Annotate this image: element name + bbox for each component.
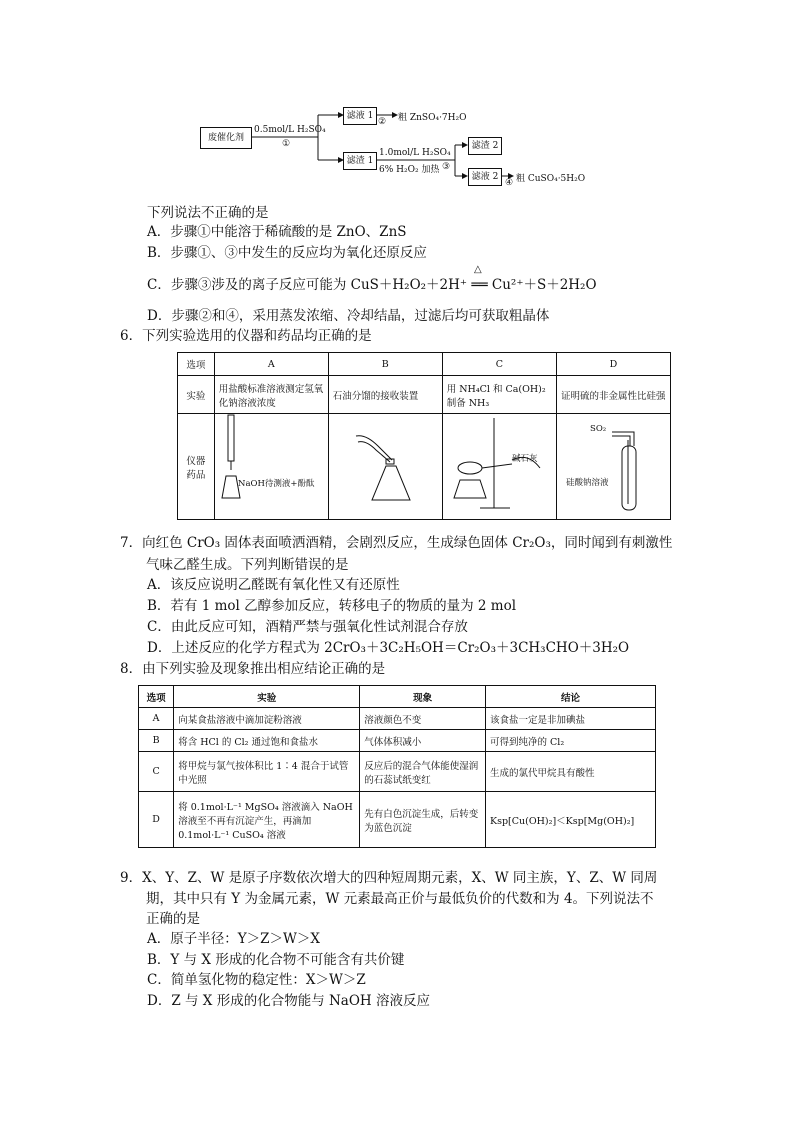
q6-stem: 6．下列实验选用的仪器和药品均正确的是 bbox=[120, 328, 372, 344]
table-cell: C bbox=[139, 752, 174, 792]
q6-label-a: NaOH待测液+酚酞 bbox=[238, 479, 315, 489]
flow-start-box: 废催化剂 bbox=[200, 127, 252, 149]
table-cell: 溶液颜色不变 bbox=[360, 708, 486, 730]
table-row bbox=[139, 792, 656, 848]
flow-step2-num: ② bbox=[378, 117, 387, 127]
q5-option-c-delta: △ bbox=[474, 264, 482, 275]
table-cell: 可得到纯净的 Cl₂ bbox=[486, 730, 656, 752]
table-cell: 先有白色沉淀生成，后转变为蓝色沉淀 bbox=[360, 792, 486, 848]
table-cell: 用 NH₄Cl 和 Ca(OH)₂ 制备 NH₃ bbox=[442, 376, 556, 414]
table-cell: D bbox=[556, 353, 670, 376]
table-cell: 向某食盐溶液中滴加淀粉溶液 bbox=[174, 708, 360, 730]
table-cell: 将含 HCl 的 Cl₂ 通过饱和食盐水 bbox=[174, 730, 360, 752]
table-header: 选项 bbox=[139, 686, 174, 708]
q5-option-b: B．步骤①、③中发生的反应均为氧化还原反应 bbox=[147, 245, 427, 261]
q5-option-a: A．步骤①中能溶于稀硫酸的是 ZnO、ZnS bbox=[147, 224, 407, 240]
q7-stem-line2: 气味乙醛生成。下列判断错误的是 bbox=[146, 557, 349, 573]
table-cell: 石油分馏的接收装置 bbox=[328, 376, 442, 414]
table-cell: 将甲烷与氯气按体积比 1∶4 混合于试管中光照 bbox=[174, 752, 360, 792]
q7-option-c: C．由此反应可知，酒精严禁与强氧化性试剂混合存放 bbox=[147, 619, 468, 635]
flow-residue1-box: 滤渣 1 bbox=[343, 152, 377, 170]
flow-step3-cond-a: 1.0mol/L H₂SO₄ bbox=[379, 148, 451, 158]
q7-option-d: D．上述反应的化学方程式为 2CrO₃＋3C₂H₅OH＝Cr₂O₃＋3CH₃CHO＋3H₂O bbox=[147, 640, 630, 656]
table-row bbox=[139, 730, 656, 752]
q6-label-c: 碱石灰 bbox=[512, 454, 538, 464]
q9-option-b: B．Y 与 X 形成的化合物不可能含有共价键 bbox=[147, 952, 405, 968]
table-row bbox=[139, 708, 656, 730]
flow-residue2-box: 滤渣 2 bbox=[468, 137, 502, 155]
q9-stem-line2: 期，其中只有 Y 为金属元素，W 元素最高正价与最低负价的代数和为 4。下列说法不 bbox=[146, 891, 654, 907]
q9-option-d: D．Z 与 X 形成的化合物能与 NaOH 溶液反应 bbox=[147, 993, 430, 1009]
table-cell: C bbox=[442, 353, 556, 376]
q9-stem-line1: 9．X、Y、Z、W 是原子序数依次增大的四种短周期元素，X、W 同主族，Y、Z、W 同周 bbox=[120, 870, 658, 886]
flow-product1: 粗 ZnSO₄·7H₂O bbox=[398, 113, 467, 123]
table-header: 实验 bbox=[174, 686, 360, 708]
table-cell: 该食盐一定是非加碘盐 bbox=[486, 708, 656, 730]
table-cell: A bbox=[139, 708, 174, 730]
table-cell: 实验 bbox=[178, 376, 215, 414]
flow-step1-cond: 0.5mol/L H₂SO₄ bbox=[254, 125, 326, 135]
table-cell: 将 0.1mol·L⁻¹ MgSO₄ 溶液滴入 NaOH 溶液至不再有沉淀产生，再滴加 0.1mol·L⁻¹ CuSO₄ 溶液 bbox=[174, 792, 360, 848]
table-cell: D bbox=[139, 792, 174, 848]
test-tube-icon bbox=[612, 432, 636, 510]
q7-option-a: A．该反应说明乙醛既有氧化性又有还原性 bbox=[147, 577, 400, 593]
q9-option-c: C．简单氢化物的稳定性：X＞W＞Z bbox=[147, 972, 366, 988]
table-cell: 气体体积减小 bbox=[360, 730, 486, 752]
q6-label-d-gas: SO₂ bbox=[590, 424, 607, 434]
q7-stem-line1: 7．向红色 CrO₃ 固体表面喷洒酒精，会剧烈反应，生成绿色固体 Cr₂O₃，同时闻到有刺激性 bbox=[120, 535, 673, 551]
table-row bbox=[139, 752, 656, 792]
flow-step4-num: ④ bbox=[505, 178, 514, 188]
table-cell: B bbox=[139, 730, 174, 752]
q5-option-d: D．步骤②和④，采用蒸发浓缩、冷却结晶，过滤后均可获取粗晶体 bbox=[147, 308, 550, 324]
table-header: 现象 bbox=[360, 686, 486, 708]
table-row bbox=[139, 686, 656, 708]
table-cell: 证明硫的非金属性比硅强 bbox=[556, 376, 670, 414]
flow-filtrate1-box: 滤液 1 bbox=[343, 107, 377, 125]
q8-stem: 8．由下列实验及现象推出相应结论正确的是 bbox=[120, 661, 386, 677]
table-cell: B bbox=[328, 353, 442, 376]
table-cell: A bbox=[214, 353, 328, 376]
q9-stem-line3: 正确的是 bbox=[146, 911, 200, 927]
table-cell: Ksp[Cu(OH)₂]＜Ksp[Mg(OH)₂] bbox=[486, 792, 656, 848]
q6-apparatus-drawings bbox=[0, 0, 794, 560]
table-header: 结论 bbox=[486, 686, 656, 708]
q5-stem: 下列说法不正确的是 bbox=[147, 205, 269, 221]
q5-option-c: C．步骤③涉及的离子反应可能为 CuS＋H₂O₂＋2H⁺ ══ Cu²⁺＋S＋2H₂O bbox=[147, 277, 597, 293]
table-cell: 生成的氯代甲烷具有酸性 bbox=[486, 752, 656, 792]
table-cell: 用盐酸标准溶液测定氢氧化钠溶液浓度 bbox=[214, 376, 328, 414]
flow-product2: 粗 CuSO₄·5H₂O bbox=[516, 174, 586, 184]
flow-filtrate2-box: 滤液 2 bbox=[468, 168, 502, 186]
q7-option-b: B．若有 1 mol 乙醇参加反应，转移电子的物质的量为 2 mol bbox=[147, 598, 517, 614]
q9-option-a: A．原子半径：Y＞Z＞W＞X bbox=[147, 931, 321, 947]
table-cell: 反应后的混合气体能使湿润的石蕊试纸变红 bbox=[360, 752, 486, 792]
adapter-conical-flask-icon bbox=[356, 436, 410, 500]
q6-label-d-solution: 硅酸钠溶液 bbox=[566, 478, 609, 488]
flow-step3-cond-b: 6% H₂O₂ 加热 bbox=[379, 165, 440, 175]
q8-table bbox=[138, 685, 656, 848]
flow-step1-num: ① bbox=[282, 139, 291, 149]
flow-step3-num: ③ bbox=[442, 162, 451, 172]
table-cell: 仪器药品 bbox=[178, 414, 215, 520]
table-cell: 选项 bbox=[178, 353, 215, 376]
